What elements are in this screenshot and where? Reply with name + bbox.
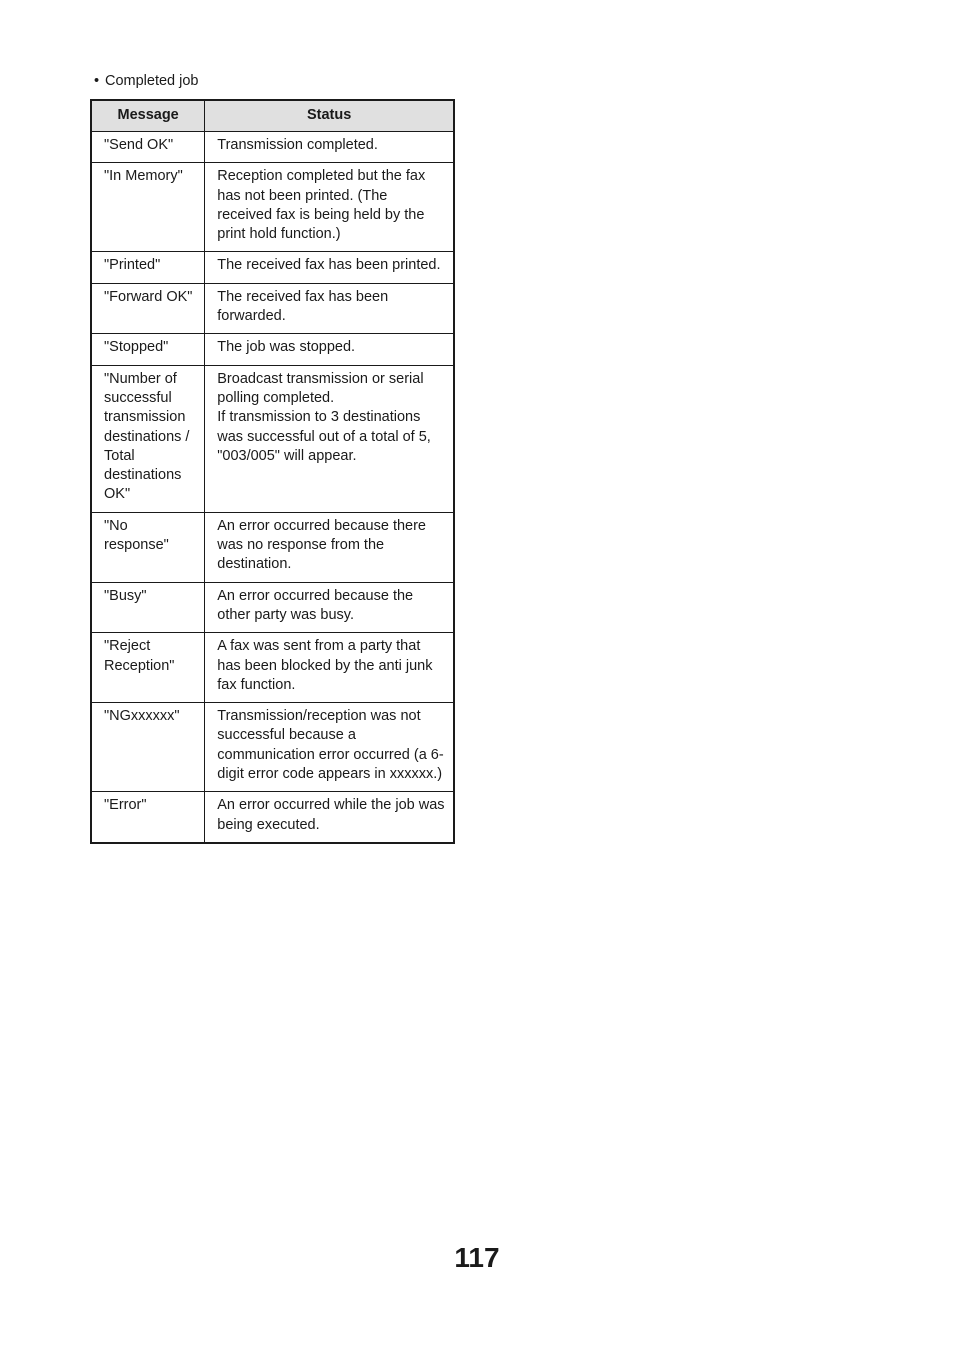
status-cell: Broadcast transmission or serial polling completed. If transmission to 3 destinations was successful out of a total of 5, "003/005" will appear. (205, 365, 454, 512)
message-cell: "Reject Reception" (91, 633, 205, 703)
table-row (91, 365, 454, 512)
status-table (90, 99, 455, 844)
table-row (91, 252, 454, 283)
bullet-icon: • (94, 73, 100, 89)
table-row (91, 334, 454, 365)
message-cell: "Printed" (91, 252, 205, 283)
section-heading-text: Completed job (105, 73, 199, 89)
table-row (91, 633, 454, 703)
table-row (91, 582, 454, 633)
status-cell: An error occurred because there was no response from the destination. (205, 512, 454, 582)
table-row (91, 703, 454, 792)
status-cell: The job was stopped. (205, 334, 454, 365)
message-cell: "Send OK" (91, 132, 205, 163)
status-cell: Transmission/reception was not successful because a communication error occurred (a 6-digit error code appears in xxxxxx.) (205, 703, 454, 792)
message-cell: "Stopped" (91, 334, 205, 365)
status-cell: Transmission completed. (205, 132, 454, 163)
table-row (91, 132, 454, 163)
message-cell: "No response" (91, 512, 205, 582)
message-cell: "Number of successful transmission destinations / Total destinations OK" (91, 365, 205, 512)
page-number: 117 (454, 1242, 500, 1273)
table-row (91, 283, 454, 334)
table-row (91, 512, 454, 582)
section-heading (94, 72, 199, 90)
status-cell: The received fax has been printed. (205, 252, 454, 283)
status-cell: An error occurred because the other party was busy. (205, 582, 454, 633)
table-header-row (91, 100, 454, 132)
message-cell: "NGxxxxxx" (91, 703, 205, 792)
table-row (91, 792, 454, 843)
table-row (91, 163, 454, 252)
status-cell: The received fax has been forwarded. (205, 283, 454, 334)
column-header-status: Status (205, 100, 454, 132)
message-cell: "In Memory" (91, 163, 205, 252)
status-cell: A fax was sent from a party that has been blocked by the anti junk fax function. (205, 633, 454, 703)
message-cell: "Busy" (91, 582, 205, 633)
column-header-message: Message (91, 100, 205, 132)
message-cell: "Error" (91, 792, 205, 843)
message-cell: "Forward OK" (91, 283, 205, 334)
status-cell: Reception completed but the fax has not been printed. (The received fax is being held by the print hold function.) (205, 163, 454, 252)
status-cell: An error occurred while the job was being executed. (205, 792, 454, 843)
